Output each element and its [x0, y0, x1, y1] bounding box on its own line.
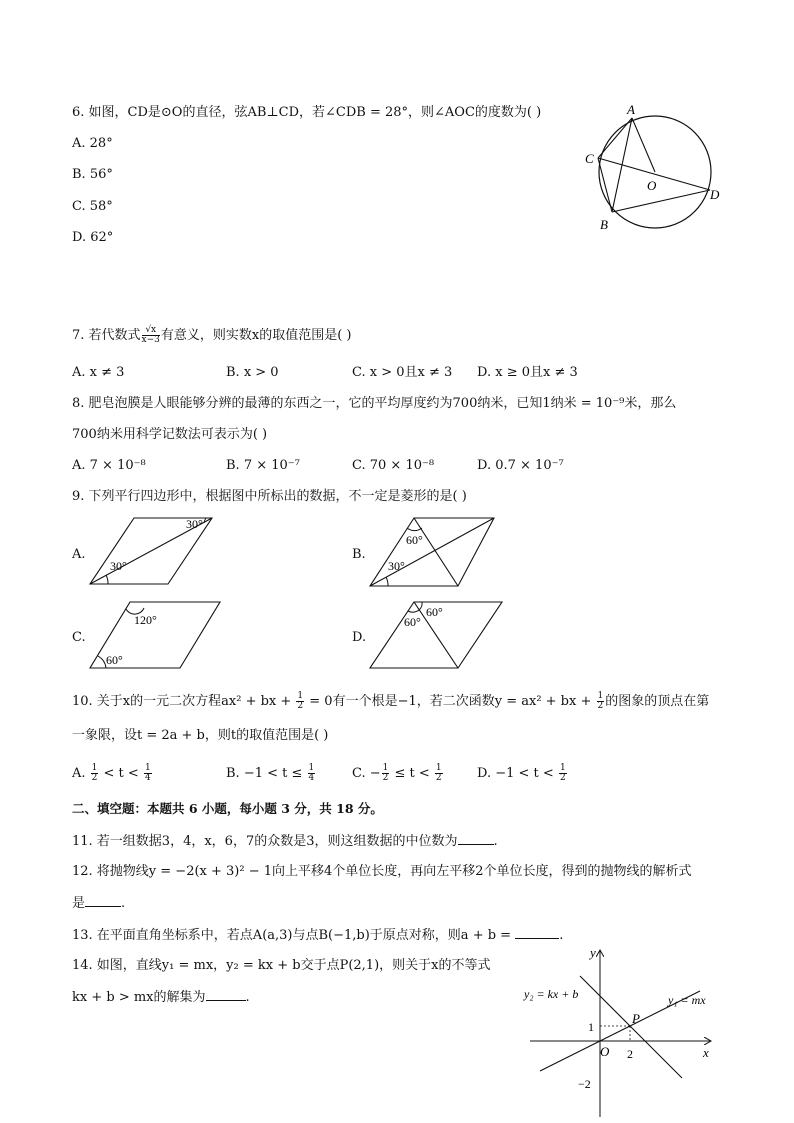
- q10-a-frac1: [91, 764, 99, 783]
- q9-b-bottom-angle: 30°: [388, 559, 405, 573]
- q10-c-frac2: [435, 764, 443, 783]
- q10-b-frac2-num: 1: [308, 763, 315, 773]
- q14-answer-blank[interactable]: [206, 988, 246, 1001]
- q7-option-d[interactable]: D. x ≥ 0且x ≠ 3: [477, 365, 578, 380]
- q11-end: .: [493, 834, 498, 849]
- q10-line1: [72, 692, 709, 711]
- q11-stem-text: 11. 若一组数据3，4，x，6，7的众数是3，则这组数据的中位数为: [72, 834, 458, 849]
- q6-option-a[interactable]: A. 28°: [72, 136, 113, 151]
- q14-end: .: [245, 990, 250, 1005]
- q10-half-2: [597, 692, 605, 711]
- q6-option-c[interactable]: C. 58°: [72, 199, 113, 214]
- q10-b-pre: B. −1 < t ≤: [226, 766, 307, 781]
- q6-label-b: B: [600, 217, 608, 232]
- q10-line1-part-a: 10. 关于x的一元二次方程ax² + bx +: [72, 694, 296, 709]
- q6-label-a: A: [627, 102, 635, 117]
- q10-a-frac2-num: 1: [144, 763, 151, 773]
- q13-end: .: [559, 928, 564, 943]
- q12-line2: [72, 894, 125, 913]
- q7-option-c[interactable]: C. x > 0且x ≠ 3: [352, 365, 453, 380]
- q10-option-a[interactable]: [72, 764, 153, 783]
- q9-option-b-label[interactable]: B.: [352, 547, 366, 562]
- q7-frac-num: √x: [142, 326, 160, 336]
- q6-option-d[interactable]: D. 62°: [72, 230, 114, 245]
- q13-stem-text: 13. 在平面直角坐标系中，若点A(a,3)与点B(−1,b)于原点对称，则a + b =: [72, 928, 516, 943]
- q9-c-top-angle: 120°: [134, 613, 157, 627]
- q10-c-frac1-den: 2: [382, 773, 389, 783]
- q10-a-frac1-num: 1: [91, 763, 98, 773]
- q10-b-frac2: [308, 764, 316, 783]
- q7-stem-suffix: 有意义，则实数x的取值范围是( ): [160, 328, 352, 343]
- q14-line1: 14. 如图，直线y₁ = mx，y₂ = kx + b交于点P(2,1)，则关于x的不等式: [72, 958, 491, 973]
- q10-c-pre: C. −: [352, 766, 381, 781]
- q10-half-2-den: 2: [597, 701, 604, 711]
- q7-stem: [72, 326, 352, 345]
- q10-c-frac1: [382, 764, 390, 783]
- q14-y1-label: y₁ = mx: [668, 993, 706, 1007]
- q10-d-frac2-num: 1: [559, 763, 566, 773]
- q9-option-a-label[interactable]: A.: [72, 547, 86, 562]
- q8-line1: 8. 肥皂泡膜是人眼能够分辨的最薄的东西之一，它的平均厚度约为700纳米，已知1纳米 = 10⁻⁹米，那么: [72, 396, 677, 411]
- q10-d-pre: D. −1 < t <: [477, 766, 558, 781]
- q13-stem: [72, 926, 563, 945]
- q6-option-b[interactable]: B. 56°: [72, 167, 113, 182]
- q9-stem: 9. 下列平行四边形中，根据图中所标出的数据，不一定是菱形的是( ): [72, 489, 467, 504]
- q14-y2-label: y₂ = kx + b: [524, 987, 579, 1001]
- q12-line2-text: 是: [72, 896, 86, 911]
- q9-figure-a[interactable]: [86, 514, 226, 590]
- q14-graph: [520, 945, 730, 1120]
- q10-a-mid: < t <: [99, 766, 143, 781]
- q10-a-frac2-den: 4: [144, 773, 151, 783]
- q10-c-mid: ≤ t <: [390, 766, 434, 781]
- q10-a-frac2: [144, 764, 152, 783]
- q11-answer-blank[interactable]: [458, 832, 494, 845]
- q10-half-1-num: 1: [297, 691, 304, 701]
- q14-line2-text: kx + b > mx的解集为: [72, 990, 206, 1005]
- q10-d-frac2: [559, 764, 567, 783]
- q10-option-d[interactable]: [477, 764, 568, 783]
- q12-end: .: [121, 896, 126, 911]
- q9-c-bottom-angle: 60°: [106, 653, 123, 667]
- q10-line2: 一象限，设t = 2a + b，则t的取值范围是( ): [72, 728, 329, 743]
- q10-a-frac1-den: 2: [91, 773, 98, 783]
- q10-line1-part-b: = 0有一个根是−1，若二次函数y = ax² + bx +: [305, 694, 596, 709]
- q14-tick-x2: 2: [627, 1047, 633, 1061]
- section2-title: 二、填空题：本题共 6 小题，每小题 3 分，共 18 分。: [72, 801, 383, 816]
- q9-figure-b[interactable]: [366, 514, 508, 590]
- q9-option-c-label[interactable]: C.: [72, 630, 86, 645]
- q10-option-b[interactable]: [226, 764, 316, 783]
- q10-line1-part-c: 的图象的顶点在第: [605, 694, 710, 709]
- q7-fraction: [142, 326, 160, 345]
- q7-stem-prefix: 7. 若代数式: [72, 328, 141, 343]
- q8-option-a[interactable]: A. 7 × 10⁻⁸: [72, 458, 146, 473]
- q9-b-top-angle: 60°: [406, 533, 423, 547]
- q12-answer-blank[interactable]: [85, 894, 121, 907]
- q8-option-b[interactable]: B. 7 × 10⁻⁷: [226, 458, 300, 473]
- q14-point-p-label: P: [632, 1011, 640, 1026]
- q7-frac-den: x−3: [141, 335, 160, 345]
- q14-line2: [72, 988, 250, 1007]
- q6-stem: 6. 如图，CD是⊙O的直径，弦AB⊥CD，若∠CDB = 28°，则∠AOC的度数为( ): [72, 105, 542, 120]
- q6-label-o: O: [647, 178, 657, 193]
- q9-d-left-angle: 60°: [404, 615, 421, 629]
- q9-d-right-angle: 60°: [426, 605, 443, 619]
- q9-a-top-angle: 30°: [186, 517, 203, 531]
- q11-stem: [72, 832, 498, 851]
- q10-c-frac2-den: 2: [435, 773, 442, 783]
- q6-label-c: C: [585, 151, 594, 166]
- q8-option-d[interactable]: D. 0.7 × 10⁻⁷: [477, 458, 564, 473]
- q14-line-y2: [580, 976, 682, 1078]
- q10-c-frac1-num: 1: [382, 763, 389, 773]
- q10-option-c[interactable]: [352, 764, 444, 783]
- q10-half-1-den: 2: [297, 701, 304, 711]
- q10-a-pre: A.: [72, 766, 90, 781]
- q12-line1: 12. 将抛物线y = −2(x + 3)² − 1向上平移4个单位长度，再向左平移2个单位长度，得到的抛物线的解析式: [72, 864, 692, 879]
- q14-x-axis-label: x: [703, 1045, 709, 1060]
- q10-b-frac2-den: 4: [308, 773, 315, 783]
- q14-tick-y1: 1: [588, 1020, 594, 1034]
- q9-figure-c[interactable]: [86, 598, 226, 672]
- q14-y-axis-label: y: [590, 945, 596, 960]
- q8-option-c[interactable]: C. 70 × 10⁻⁸: [352, 458, 435, 473]
- q8-line2: 700纳米用科学记数法可表示为( ): [72, 427, 268, 442]
- q14-tick-y-2: −2: [578, 1077, 591, 1091]
- q6-label-d: D: [710, 187, 720, 202]
- q13-answer-blank[interactable]: [515, 926, 559, 939]
- q10-half-1: [296, 692, 304, 711]
- q10-c-frac2-num: 1: [435, 763, 442, 773]
- q10-d-frac2-den: 2: [559, 773, 566, 783]
- q9-option-d-label[interactable]: D.: [352, 630, 367, 645]
- q14-origin-label: O: [600, 1044, 610, 1059]
- q9-a-bottom-angle: 30°: [110, 559, 127, 573]
- q9-figure-d[interactable]: [366, 598, 508, 672]
- q7-option-a[interactable]: A. x ≠ 3: [72, 365, 125, 380]
- q7-option-b[interactable]: B. x > 0: [226, 365, 279, 380]
- q6-circle-figure: [580, 100, 730, 235]
- q10-half-2-num: 1: [597, 691, 604, 701]
